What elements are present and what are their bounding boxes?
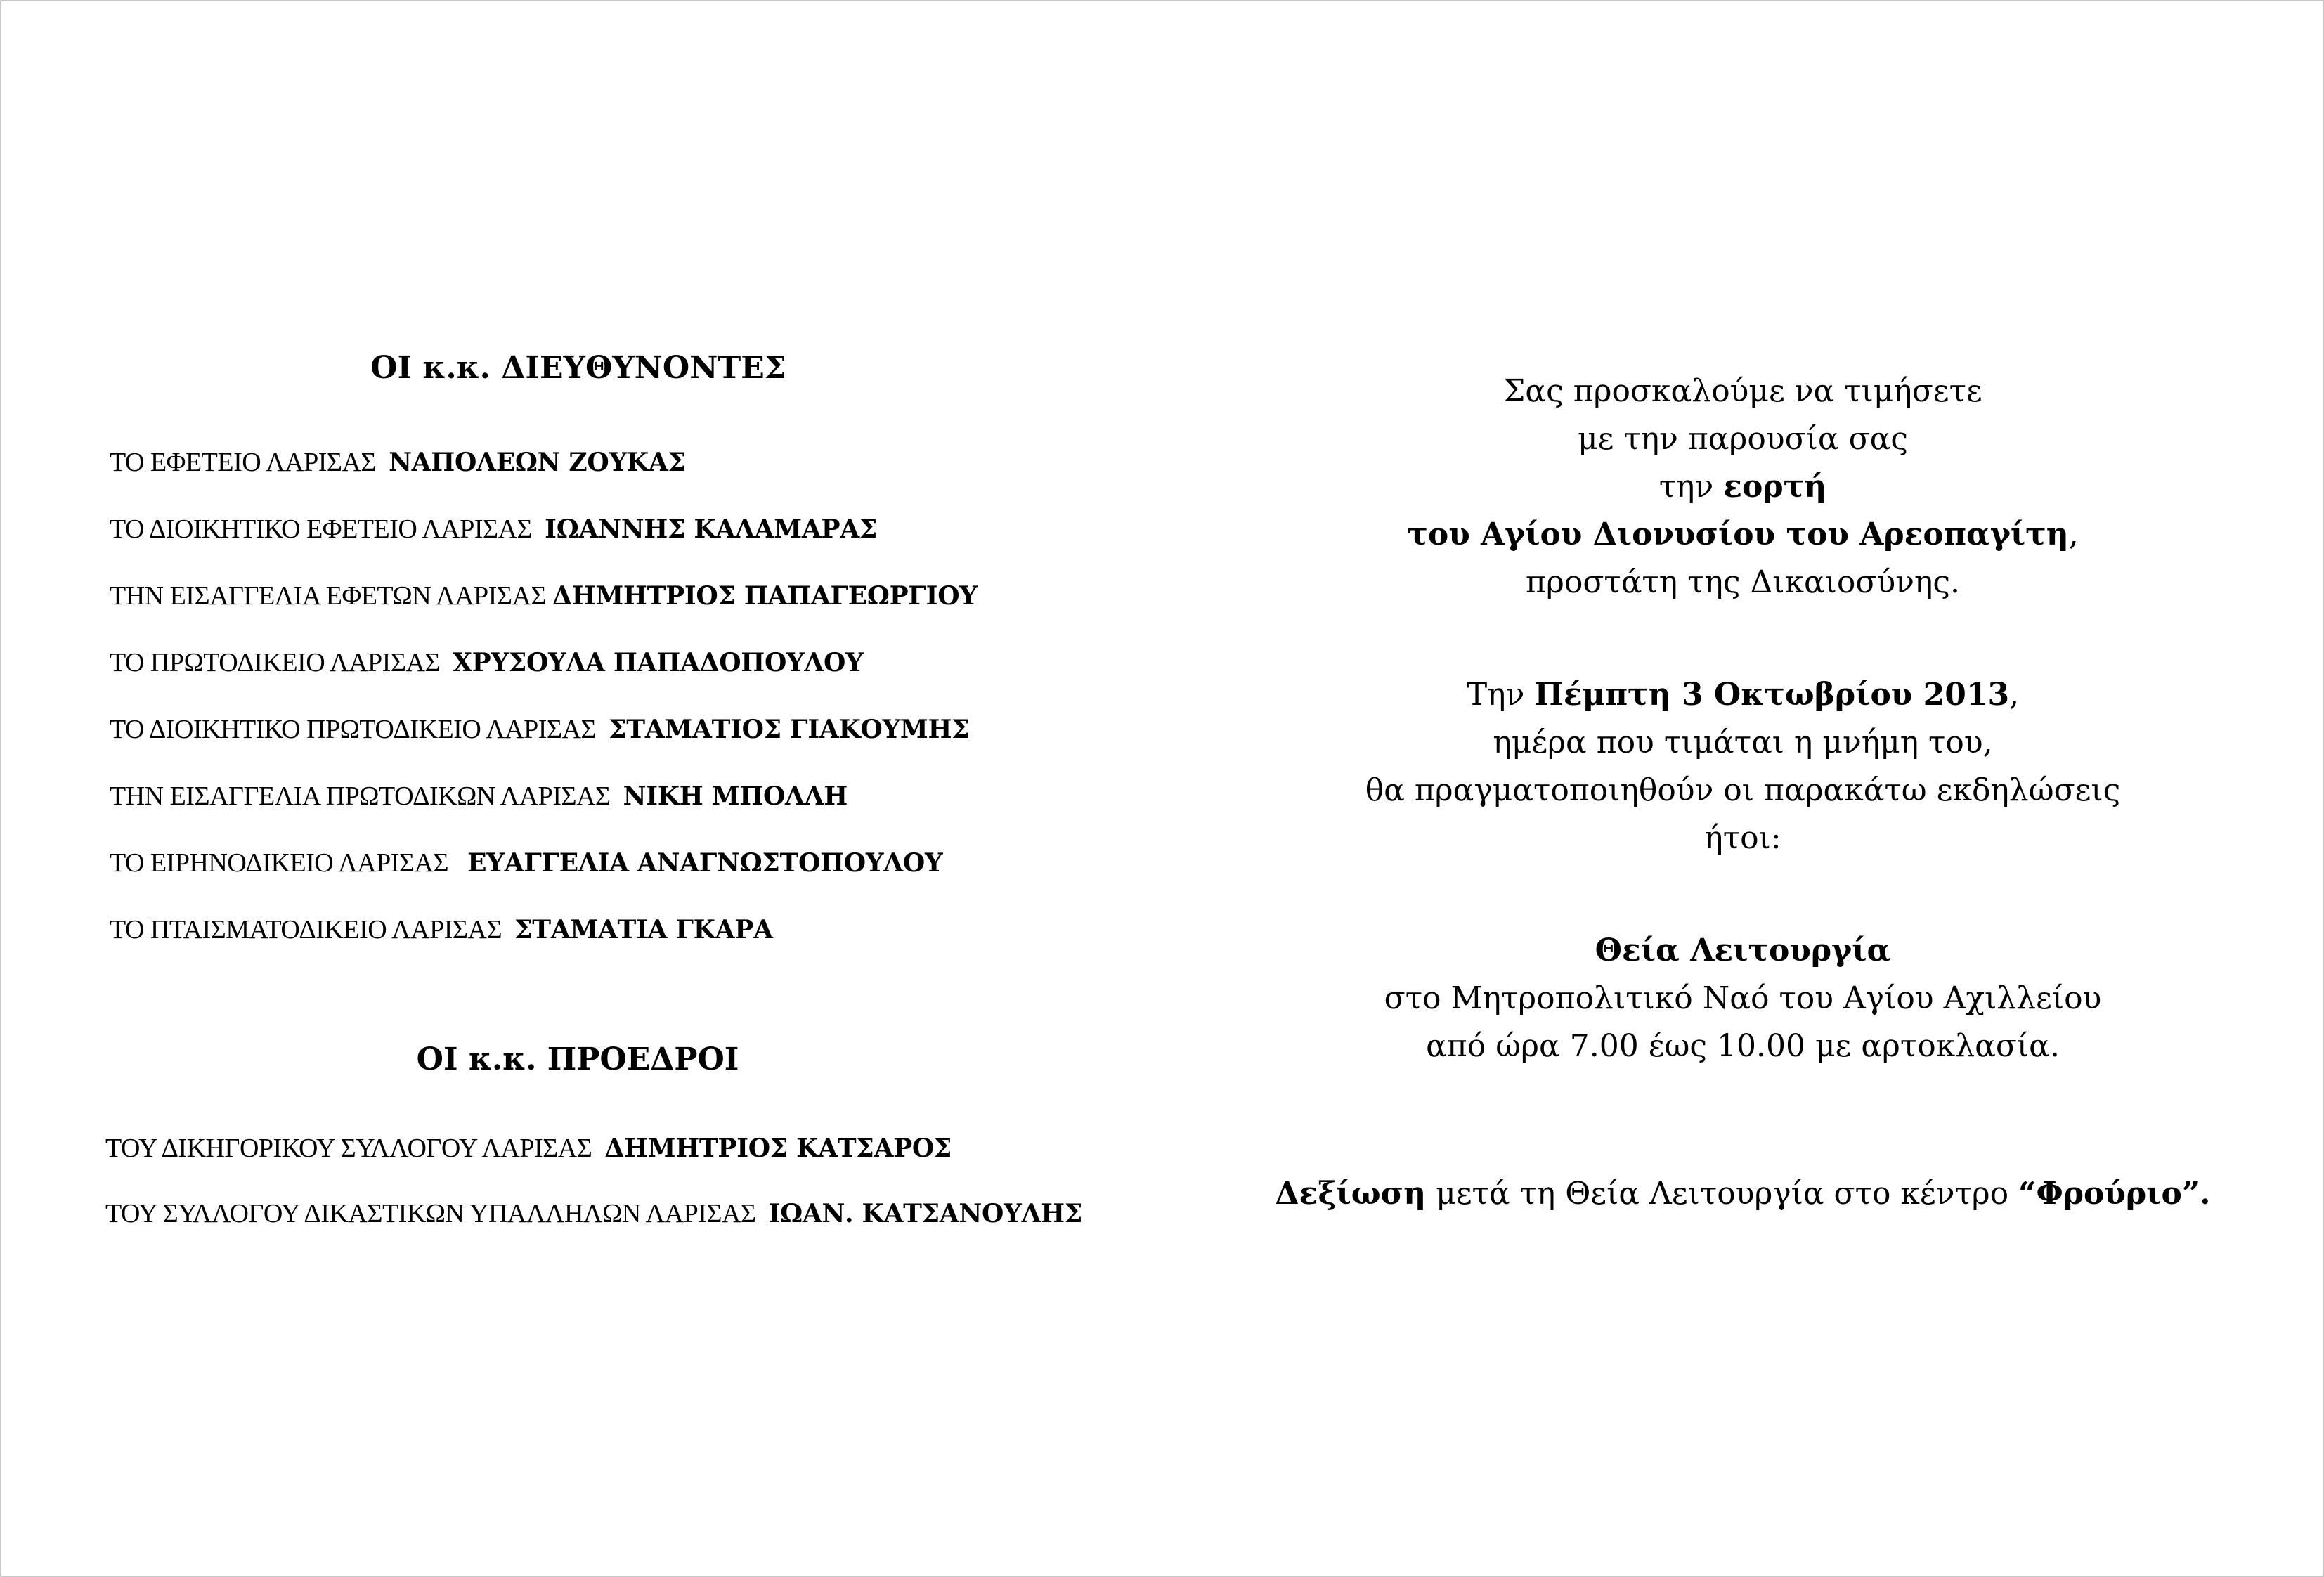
entry-org: ΤΟ ΔΙΟΙΚΗΤΙΚΟ ΠΡΩΤΟΔΙΚΕΙΟ ΛΑΡΙΣΑΣ [110,715,597,744]
venue-name: “Φρούριο”. [2018,1176,2211,1212]
entry-person: ΝΙΚΗ ΜΠΟΛΛΗ [623,781,848,811]
entry-org: ΤΟΥ ΣΥΛΛΟΓΟΥ ΔΙΚΑΣΤΙΚΩΝ ΥΠΑΛΛΗΛΩΝ ΛΑΡΙΣΑΣ [105,1199,756,1228]
directors-entry [110,647,864,678]
saint-name: του Αγίου Διονυσίου του Αρεοπαγίτη [1407,517,2069,552]
date-line: ήτοι: [1704,820,1781,856]
directors-entry [110,514,877,545]
liturgy-title: Θεία Λειτουργία [1595,933,1891,968]
date-line: Την Πέμπτη 3 Οκτωβρίου 2013, [1466,677,2020,713]
entry-person: ΕΥΑΓΓΕΛΙΑ ΑΝΑΓΝΩΣΤΟΠΟΥΛΟΥ [467,848,943,878]
entry-org: ΤΟ ΠΡΩΤΟΔΙΚΕΙΟ ΛΑΡΙΣΑΣ [110,648,441,677]
entry-person: ΙΩΑΝΝΗΣ ΚΑΛΑΜΑΡΑΣ [545,514,878,544]
presidents-heading: ΟΙ κ.κ. ΠΡΟΕΔΡΟΙ [416,1041,739,1077]
feast-label: εορτή [1723,469,1827,505]
directors-entry [110,580,978,611]
entry-person: ΔΗΜΗΤΡΙΟΣ ΠΑΠΑΓΕΩΡΓΙΟΥ [552,581,978,611]
entry-person: ΝΑΠΟΛΕΩΝ ΖΟΥΚΑΣ [389,448,686,477]
entry-org: ΤΗΝ ΕΙΣΑΓΓΕΛΙΑ ΠΡΩΤΟΔΙΚΩΝ ΛΑΡΙΣΑΣ [110,781,611,811]
liturgy-line: στο Μητροπολιτικό Ναό του Αγίου Αχιλλείου [1384,980,2102,1016]
invitation-line: του Αγίου Διονυσίου του Αρεοπαγίτη, [1407,517,2079,552]
entry-org: ΤΟ ΕΦΕΤΕΙΟ ΛΑΡΙΣΑΣ [110,448,377,477]
entry-person: ΧΡΥΣΟΥΛΑ ΠΑΠΑΔΟΠΟΥΛΟΥ [453,648,864,677]
directors-entry [110,714,969,745]
directors-entry [110,447,686,478]
directors-entry [110,848,942,878]
entry-org: ΤΟΥ ΔΙΚΗΓΟΡΙΚΟΥ ΣΥΛΛΟΓΟΥ ΛΑΡΙΣΑΣ [105,1134,592,1163]
invitation-line: προστάτη της Δικαιοσύνης. [1526,564,1960,600]
directors-heading: ΟΙ κ.κ. ΔΙΕΥΘΥΝΟΝΤΕΣ [370,350,786,386]
invitation-line: με την παρουσία σας [1578,421,1908,457]
presidents-entry [105,1133,952,1164]
liturgy-line: από ώρα 7.00 έως 10.00 με αρτοκλασία. [1426,1028,2060,1064]
entry-person: ΣΤΑΜΑΤΙΟΣ ΓΙΑΚΟΥΜΗΣ [609,715,970,744]
presidents-entry [105,1198,1082,1229]
event-date: Πέμπτη 3 Οκτωβρίου 2013 [1534,677,2010,713]
entry-person: ΔΗΜΗΤΡΙΟΣ ΚΑΤΣΑΡΟΣ [604,1134,952,1163]
date-line: θα πραγματοποιηθούν οι παρακάτω εκδηλώσεις [1365,772,2121,808]
entry-person: ΣΤΑΜΑΤΙΑ ΓΚΑΡΑ [514,915,773,945]
directors-entry [110,914,773,945]
invitation-line: Σας προσκαλούμε να τιμήσετε [1503,373,1982,409]
entry-person: ΙΩΑΝ. ΚΑΤΣΑΝΟΥΛΗΣ [768,1199,1082,1228]
directors-entry [110,781,848,812]
entry-org: ΤΗΝ ΕΙΣΑΓΓΕΛΙΑ ΕΦΕΤΩΝ ΛΑΡΙΣΑΣ [110,581,546,611]
entry-org: ΤΟ ΠΤΑΙΣΜΑΤΟΔΙΚΕΙΟ ΛΑΡΙΣΑΣ [110,915,502,945]
right-panel [1162,0,2324,1577]
entry-org: ΤΟ ΕΙΡΗΝΟΔΙΚΕΙΟ ΛΑΡΙΣΑΣ [110,848,449,878]
invitation-line: την εορτή [1658,469,1827,505]
entry-org: ΤΟ ΔΙΟΙΚΗΤΙΚΟ ΕΦΕΤΕΙΟ ΛΑΡΙΣΑΣ [110,514,533,544]
reception-label: Δεξίωση [1275,1176,1427,1212]
reception-line: Δεξίωση μετά τη Θεία Λειτουργία στο κέντρο “Φρούριο”. [1275,1176,2211,1212]
date-line: ημέρα που τιμάται η μνήμη του, [1493,725,1993,760]
